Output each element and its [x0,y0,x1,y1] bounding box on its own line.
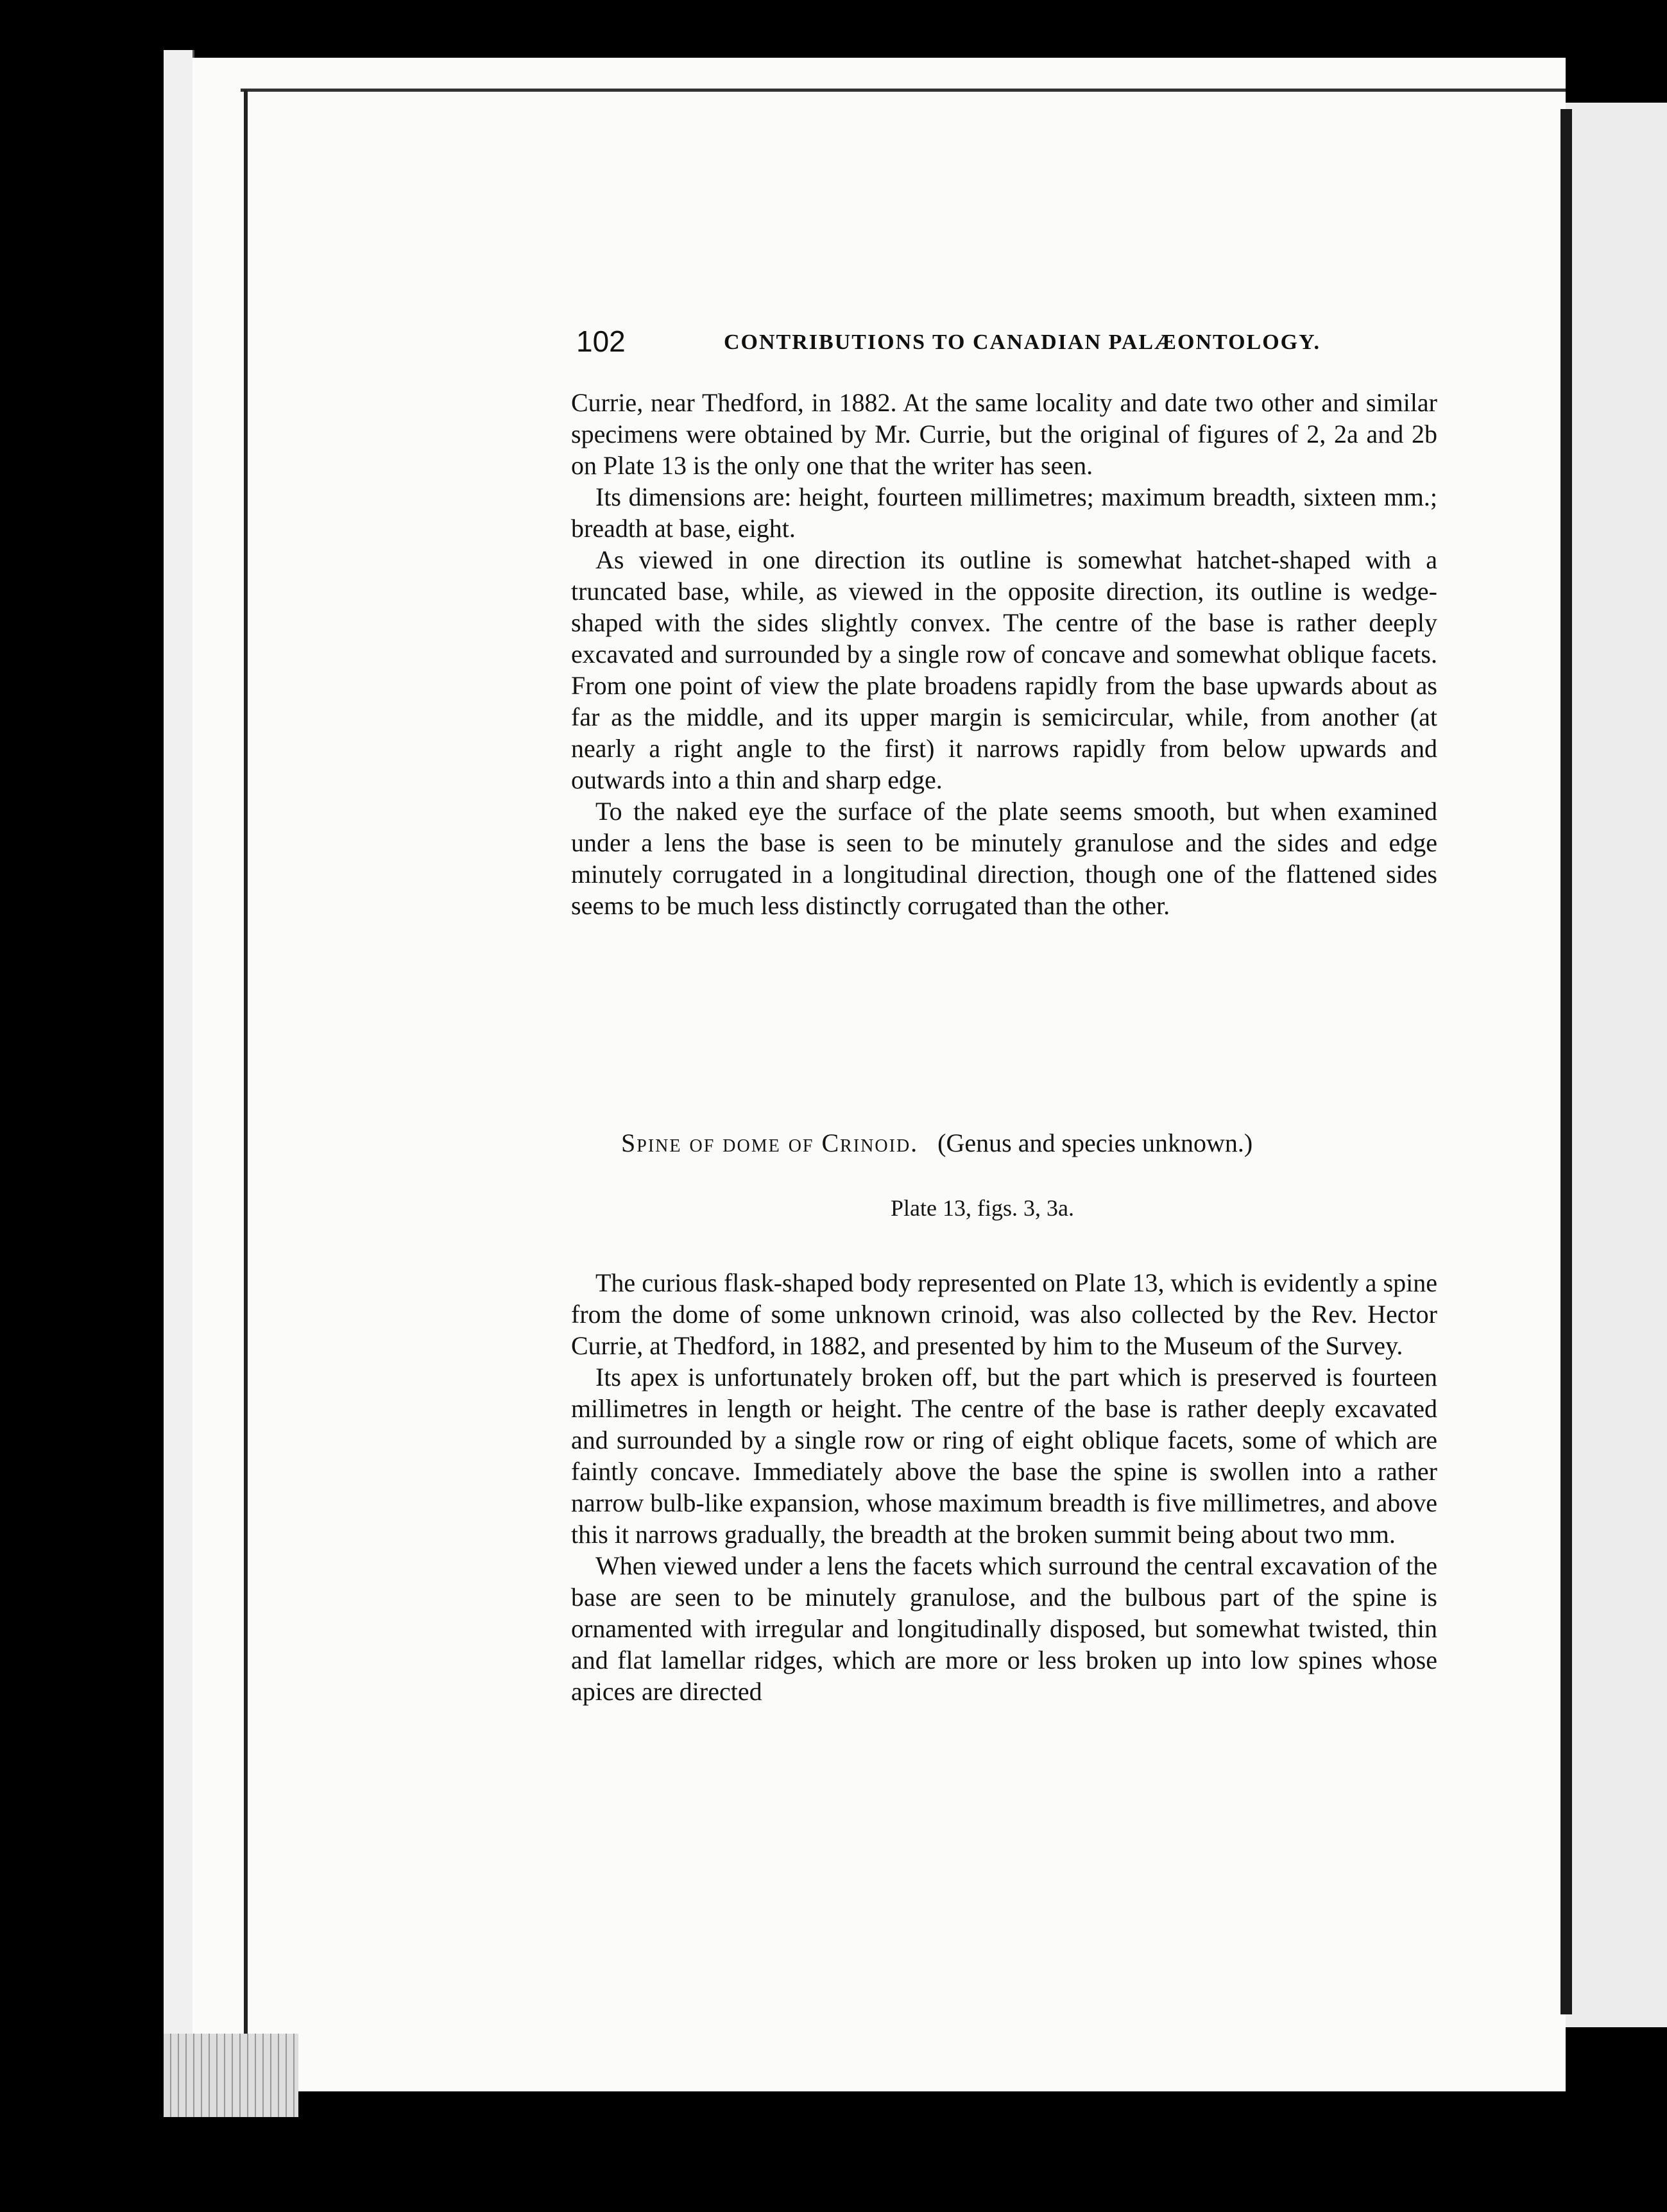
heading-title: Spine of dome of Crinoid. [621,1128,919,1157]
section1-body [571,387,1437,921]
paragraph: The curious flask-shaped body represented on Plate 13, which is evidently a spine from the dome of some unknown crinoid, was also collected by the Rev. Hector Currie, at Thedford, in 1882, and presented by him to the Museum of the Survey. [571,1268,1437,1360]
plate-reference: Plate 13, figs. 3, 3a. [891,1195,1074,1221]
section2-body [571,1267,1437,1707]
book-edge-left [164,50,194,2116]
paragraph: As viewed in one direction its outline is somewhat hatchet-shaped with a truncated base, while, as viewed in the opposite direction, its outline is wedge-shaped with the sides slightly convex. The centre of the base is rather deeply excavated and surrounded by a single row of concave and somewhat oblique facets. From one point of view the plate broadens rapidly from the base upwards about as far as the middle, and its upper margin is semicircular, while, from another (at nearly a right angle to the first) it narrows rapidly from below upwards and outwards into a thin and sharp edge. [571,545,1437,794]
book-edge-right [1566,103,1667,2027]
right-spine [1560,109,1572,2014]
page-number: 102 [576,325,626,358]
paragraph: To the naked eye the surface of the plate seems smooth, but when examined under a lens the base is seen to be minutely granulose and the sides and edge minutely corrugated in a longitudinal direction, though one of the flattened sides seems to be much less distinctly corrugated than the other. [571,797,1437,920]
heading-subtitle: (Genus and species unknown.) [937,1128,1253,1157]
page-left-border [244,90,254,2066]
section-heading [621,1128,1455,1158]
paragraph: Its dimensions are: height, fourteen millimetres; maximum breadth, sixteen mm.; breadth at base, eight. [571,482,1437,543]
page-header [576,324,1449,362]
running-title: CONTRIBUTIONS TO CANADIAN PALÆONTOLOGY. [724,330,1321,354]
page-top-rule [241,89,1566,92]
page-stack-edge [164,2034,298,2117]
paragraph: Its apex is unfortunately broken off, but the part which is preserved is fourteen millimetres in length or height. The centre of the base is rather deeply excavated and surrounded by a single row or ring of eight oblique facets, some of which are faintly concave. Immediately above the base the spine is swollen into a rather narrow bulb-like expansion, whose maximum breadth is five millimetres, and above this it narrows gradually, the breadth at the broken summit being about two mm. [571,1363,1437,1549]
paragraph: When viewed under a lens the facets which surround the central excavation of the base are seen to be minutely granulose, and the bulbous part of the spine is ornamented with irregular and longitudinally disposed, but somewhat twisted, thin and flat lamellar ridges, which are more or less broken up into low spines whose apices are directed [571,1551,1437,1706]
page [192,58,1566,2091]
paragraph: Currie, near Thedford, in 1882. At the same locality and date two other and similar specimens were obtained by Mr. Currie, but the original of figures of 2, 2a and 2b on Plate 13 is the only one that the writer has seen. [571,388,1437,480]
